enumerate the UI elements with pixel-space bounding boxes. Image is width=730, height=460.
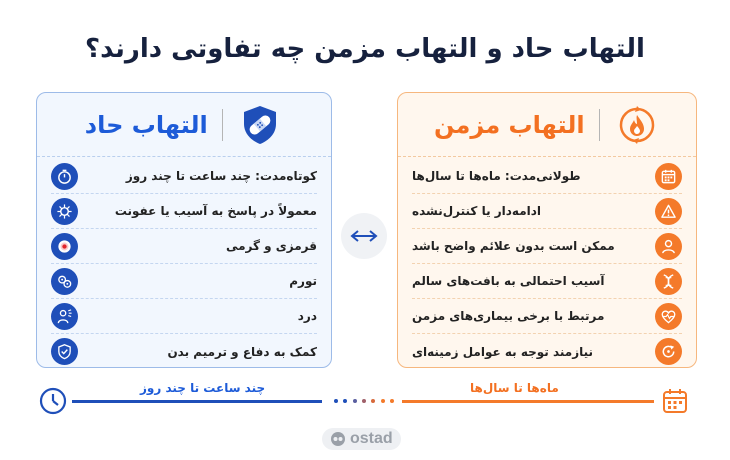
list-item: ادامه‌دار یا کنترل‌نشده bbox=[412, 194, 682, 229]
cells-icon bbox=[51, 268, 78, 295]
timeline-chronic-line bbox=[402, 400, 654, 403]
shield-bandage-icon bbox=[237, 102, 283, 148]
brand-name: ostad bbox=[350, 430, 393, 447]
calendar-icon bbox=[658, 384, 692, 418]
timeline-acute-line bbox=[72, 400, 322, 403]
page-title: التهاب حاد و التهاب مزمن چه تفاوتی دارند؟ bbox=[85, 34, 645, 64]
warning-icon bbox=[655, 198, 682, 225]
brand-logo bbox=[322, 428, 401, 450]
header-divider bbox=[222, 109, 224, 141]
target-icon bbox=[51, 233, 78, 260]
double-arrow-icon bbox=[341, 213, 387, 259]
acute-card-title: التهاب حاد bbox=[84, 110, 208, 139]
clock-icon bbox=[36, 384, 70, 418]
chronic-inflammation-card bbox=[397, 92, 697, 368]
list-item: کمک به دفاع و ترمیم بدن bbox=[51, 334, 317, 368]
person-icon bbox=[655, 233, 682, 260]
chronic-card-header bbox=[398, 93, 696, 157]
dna-icon bbox=[655, 268, 682, 295]
list-item: آسیب احتمالی به بافت‌های سالم bbox=[412, 264, 682, 299]
list-item: قرمزی و گرمی bbox=[51, 229, 317, 264]
list-item: تورم bbox=[51, 264, 317, 299]
list-item: معمولاً در پاسخ به آسیب یا عفونت bbox=[51, 194, 317, 229]
list-item: نیازمند توجه به عوامل زمینه‌ای bbox=[412, 334, 682, 368]
timeline-chronic-label: ماه‌ها تا سال‌ها bbox=[470, 381, 559, 395]
ostad-logo-icon bbox=[330, 431, 346, 447]
acute-card-header bbox=[37, 93, 331, 157]
calendar-icon bbox=[655, 163, 682, 190]
timeline-dots bbox=[334, 397, 394, 405]
list-item: مرتبط با برخی بیماری‌های مزمن bbox=[412, 299, 682, 334]
stopwatch-icon bbox=[51, 163, 78, 190]
virus-icon bbox=[51, 198, 78, 225]
chronic-card-title: التهاب مزمن bbox=[433, 110, 585, 139]
acute-inflammation-card bbox=[36, 92, 332, 368]
shield-check-icon bbox=[51, 338, 78, 365]
refresh-icon bbox=[655, 338, 682, 365]
person-pain-icon bbox=[51, 303, 78, 330]
flame-cycle-icon bbox=[614, 102, 660, 148]
list-item: ممکن است بدون علائم واضح باشد bbox=[412, 229, 682, 264]
list-item: کوتاه‌مدت: چند ساعت تا چند روز bbox=[51, 159, 317, 194]
header-divider bbox=[599, 109, 601, 141]
list-item: درد bbox=[51, 299, 317, 334]
timeline-acute-label: چند ساعت تا چند روز bbox=[140, 381, 266, 395]
list-item: طولانی‌مدت: ماه‌ها تا سال‌ها bbox=[412, 159, 682, 194]
heart-pulse-icon bbox=[655, 303, 682, 330]
